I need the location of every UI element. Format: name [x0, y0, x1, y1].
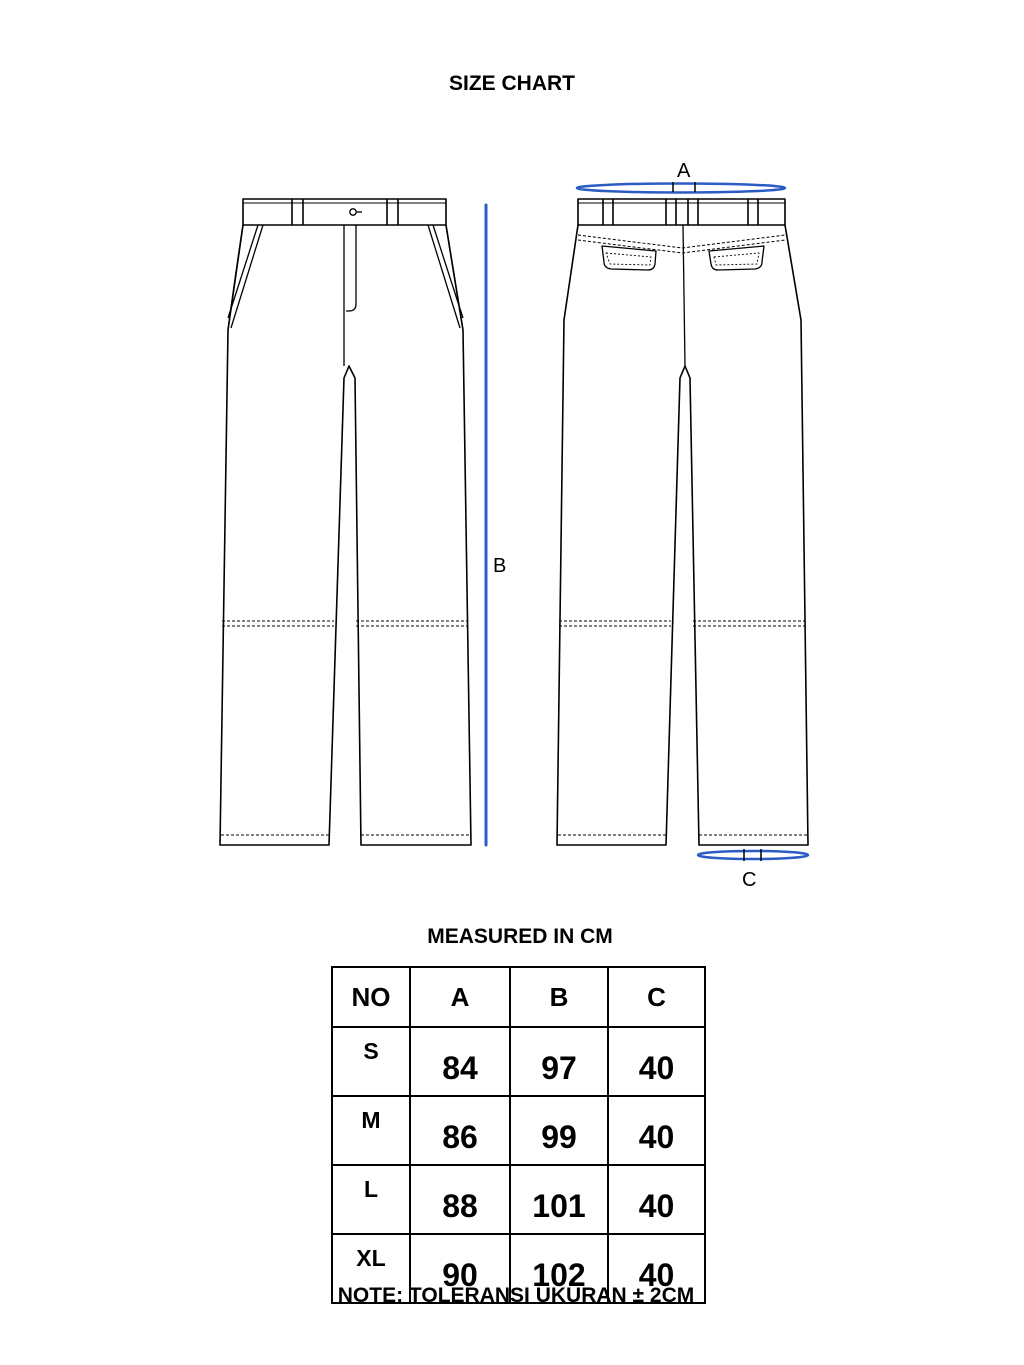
value-b-cell: 99 — [510, 1096, 608, 1165]
tolerance-note: NOTE: TOLERANSI UKURAN ± 2CM — [337, 1284, 695, 1307]
value-c-cell: 40 — [608, 1165, 705, 1234]
label-a: A — [677, 160, 691, 182]
size-cell: XL — [332, 1234, 410, 1303]
header-b: B — [510, 967, 608, 1027]
size-cell: S — [332, 1027, 410, 1096]
table-row — [332, 1027, 705, 1096]
page-title: SIZE CHART — [449, 72, 575, 95]
header-no: NO — [332, 967, 410, 1027]
table-row — [332, 1096, 705, 1165]
header-c: C — [608, 967, 705, 1027]
table-header-row — [332, 967, 705, 1027]
table-row — [332, 1165, 705, 1234]
measure-line-a — [577, 182, 785, 193]
value-c-cell: 40 — [608, 1234, 705, 1303]
size-table — [331, 966, 706, 1304]
size-cell: L — [332, 1165, 410, 1234]
value-a-cell: 90 — [410, 1234, 510, 1303]
size-cell: M — [332, 1096, 410, 1165]
label-c: C — [742, 869, 757, 891]
label-b: B — [493, 555, 507, 577]
pants-front-view — [220, 199, 471, 845]
value-c-cell: 40 — [608, 1027, 705, 1096]
measured-title: MEASURED IN CM — [427, 925, 613, 948]
value-b-cell: 97 — [510, 1027, 608, 1096]
value-a-cell: 86 — [410, 1096, 510, 1165]
pants-back-view — [557, 199, 808, 845]
value-a-cell: 88 — [410, 1165, 510, 1234]
header-a: A — [410, 967, 510, 1027]
measure-line-c — [698, 849, 808, 861]
value-a-cell: 84 — [410, 1027, 510, 1096]
value-c-cell: 40 — [608, 1096, 705, 1165]
value-b-cell: 102 — [510, 1234, 608, 1303]
value-b-cell: 101 — [510, 1165, 608, 1234]
